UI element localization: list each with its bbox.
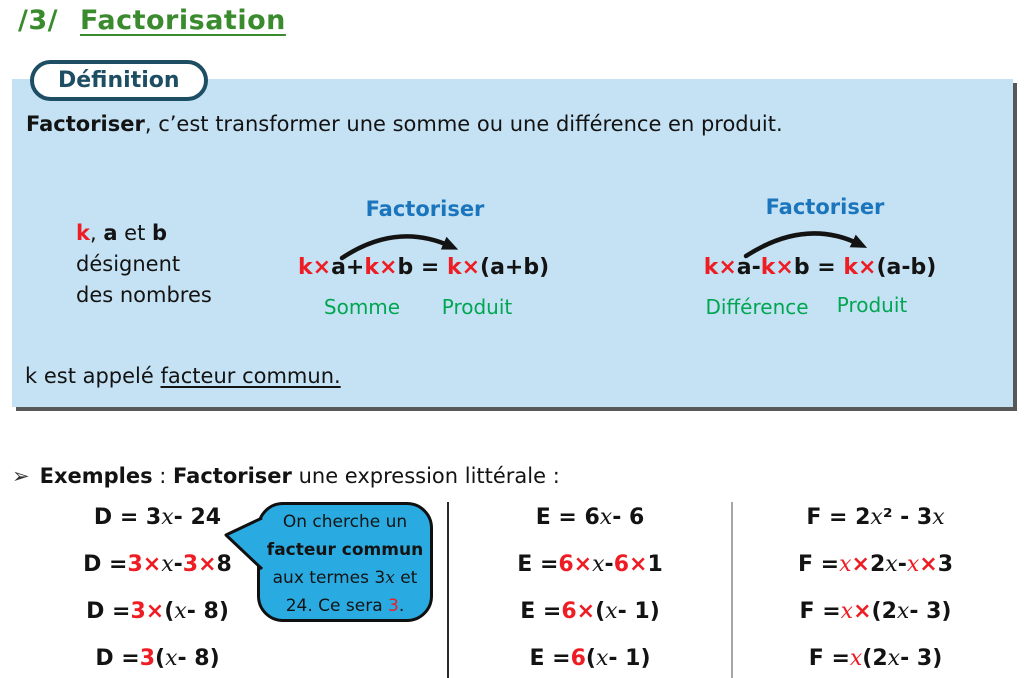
column-divider xyxy=(731,502,733,678)
equation-row: D = 3× ( x - 8) xyxy=(86,599,229,624)
label-produit-2: Produit xyxy=(836,293,908,317)
kab-note xyxy=(76,218,212,311)
bullet-arrow-icon: ➢ xyxy=(12,464,30,488)
kab-line3: des nombres xyxy=(76,283,212,307)
equation-row: E = 6× x - 6× 1 xyxy=(517,552,663,577)
equation-row: E = 6 ( x - 1) xyxy=(529,646,651,671)
label-produit-1: Produit xyxy=(441,295,513,319)
equation-row: D = 3× x - 3× 8 xyxy=(83,552,232,577)
bubble-line: facteur commun xyxy=(266,540,424,560)
section-number: /3/ xyxy=(18,5,59,36)
examples-heading xyxy=(12,464,560,488)
factorise-label-sum: Factoriser xyxy=(365,197,485,221)
bubble-tail-icon xyxy=(221,511,263,575)
curved-arrow-icon xyxy=(740,218,875,260)
equation-row: D = 3 ( x - 8) xyxy=(95,646,220,671)
label-somme: Somme xyxy=(323,295,401,319)
kab-line2: désignent xyxy=(76,252,181,276)
definition-intro: Factoriser, c’est transformer une somme ou une différence en produit. xyxy=(26,112,783,136)
equation-row: D = 3 x - 24 xyxy=(93,505,222,530)
definition-badge: Définition xyxy=(30,60,208,101)
label-difference: Différence xyxy=(705,295,809,319)
page-title xyxy=(18,5,286,36)
kab-line1: k, a et b xyxy=(76,221,168,245)
equation-row: F = x × (2 x - 3) xyxy=(799,599,952,624)
bubble-line: aux termes 3x et xyxy=(272,568,418,588)
bubble-line: 24. Ce sera 3. xyxy=(285,596,405,616)
example-column-f xyxy=(748,494,1003,678)
equation-row: E = 6 x - 6 xyxy=(535,505,645,530)
speech-bubble xyxy=(257,502,433,622)
facteur-commun-note: k est appelé facteur commun. xyxy=(25,364,341,388)
factorise-label-difference: Factoriser xyxy=(765,195,885,219)
bubble-line: On cherche un xyxy=(282,512,408,532)
equation-row: F = 2 x ² - 3 x xyxy=(806,505,945,530)
formula-sum: k×a+k×b = k×(a+b) xyxy=(298,255,550,280)
examples-heading-text: Exemples : Factoriser une expression littérale : xyxy=(39,464,560,488)
equation-row: E = 6× ( x - 1) xyxy=(520,599,660,624)
section-title: Factorisation xyxy=(80,5,286,36)
equation-row: F = x (2 x - 3) xyxy=(808,646,943,671)
example-column-e xyxy=(465,494,715,678)
equation-row: F = x × 2 x - x × 3 xyxy=(797,552,954,577)
formula-difference: k×a-k×b = k×(a-b) xyxy=(703,255,937,280)
column-divider xyxy=(447,502,449,678)
